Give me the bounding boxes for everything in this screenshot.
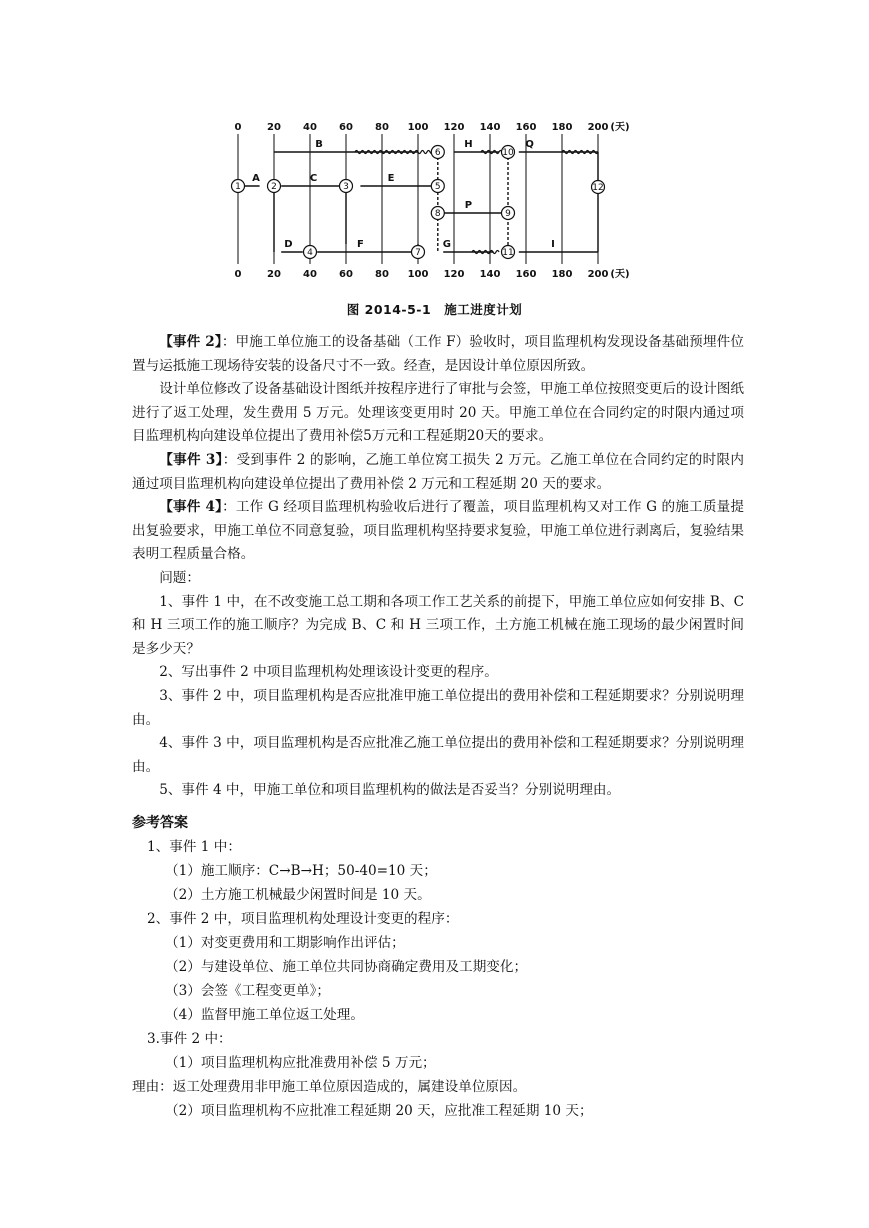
tick-label-top: 80	[375, 122, 389, 133]
node-label: 6	[434, 148, 441, 159]
answer-line: （2）与建设单位、施工单位共同协商确定费用及工期变化；	[165, 959, 528, 975]
tick-label-bottom: 100	[407, 269, 429, 280]
free-float-q	[562, 151, 598, 154]
tick-label-bottom: 20	[267, 269, 281, 280]
event-3-lead: 【事件 3】	[159, 451, 223, 468]
node-label: 7	[415, 248, 421, 259]
node-label: 12	[592, 183, 604, 194]
tick-label-bottom: 40	[303, 269, 317, 280]
tick-label-bottom: 180	[551, 269, 573, 280]
answer-line: （4）监督甲施工单位返工处理。	[165, 1007, 364, 1023]
schedule-network-figure	[222, 118, 654, 284]
question-body	[132, 331, 744, 803]
axis-unit-top: (天)	[610, 122, 630, 133]
activity-label: A	[252, 173, 260, 184]
tick-label-bottom: 200	[587, 269, 609, 280]
node-label: 3	[343, 182, 349, 193]
tick-label-bottom: 80	[375, 269, 389, 280]
node-label: 5	[434, 182, 441, 193]
answer-line: 2、事件 2 中，项目监理机构处理设计变更的程序：	[147, 911, 459, 927]
tick-label-top: 0	[234, 122, 242, 133]
answer-line: （2）土方施工机械最少闲置时间是 10 天。	[165, 887, 431, 903]
question-2: 2、写出事件 2 中项目监理机构处理该设计变更的程序。	[159, 664, 498, 681]
node-label: 1	[235, 182, 241, 193]
tick-label-top: 120	[443, 122, 465, 133]
tick-label-top: 20	[267, 122, 281, 133]
tick-label-top: 140	[479, 122, 501, 133]
tick-label-bottom: 60	[339, 269, 353, 280]
paragraph-event-3	[132, 449, 744, 496]
event-4-text: ：工作 G 经项目监理机构验收后进行了覆盖，项目监理机构又对工作 G 的施工质量提出复验要求，甲施工单位不同意复验，项目监理机构坚持要求复验，甲施工单位进行剥离后，复验结果表明工程质量合格。	[132, 499, 744, 563]
questions-heading: 问题：	[159, 569, 200, 586]
activity-label: C	[309, 173, 318, 184]
event-2-lead: 【事件 2】	[159, 334, 222, 350]
answer-line: （1）项目监理机构应批准费用补偿 5 万元；	[165, 1055, 436, 1071]
node-label: 4	[307, 248, 313, 259]
figure-caption: 图 2014-5-1 施工进度计划	[346, 302, 523, 317]
answer-line: （3）会签《工程变更单》；	[165, 983, 330, 999]
axis-unit-bottom: (天)	[610, 269, 630, 280]
event-4-lead: 【事件 4】	[159, 499, 223, 516]
answer-line: 理由：返工处理费用非甲施工单位原因造成的，属建设单位原因。	[132, 1079, 527, 1095]
paragraph-event-2	[132, 331, 744, 378]
event-2-text: ：甲施工单位施工的设备基础（工作 F）验收时，项目监理机构发现设备基础预埋件位置与运抵施工现场待安装的设备尺寸不一致。经查，是因设计单位原因所致。	[132, 334, 744, 374]
activity-label: G	[442, 239, 451, 250]
design-change-text: 设计单位修改了设备基础设计图纸并按程序进行了审批与会签，甲施工单位按照变更后的设计图纸进行了返工处理，发生费用 5 万元。处理该变更用时 20 天。甲施工单位在合同约定的时限内通过项目监理机构向建设单位提出了费用补偿5万元和工程延期20天的要求。	[132, 381, 744, 445]
tick-label-top: 160	[515, 122, 537, 133]
question-3: 3、事件 2 中，项目监理机构是否应批准甲施工单位提出的费用补偿和工程延期要求？分别说明理由。	[132, 687, 744, 728]
answer-line: 1、事件 1 中：	[147, 839, 241, 855]
tick-label-bottom: 140	[479, 269, 501, 280]
answer-line: 3.事件 2 中：	[147, 1031, 232, 1047]
event-3-text: ：受到事件 2 的影响，乙施工单位窝工损失 2 万元。乙施工单位在合同约定的时限内通过项目监理机构向建设单位提出了费用补偿 2 万元和工程延期 20 天的要求。	[132, 451, 744, 492]
node-label: 9	[505, 209, 511, 220]
reference-answers	[132, 811, 744, 1123]
question-4: 4、事件 3 中，项目监理机构是否应批准乙施工单位提出的费用补偿和工程延期要求？分别说明理由。	[132, 735, 744, 775]
free-float-b	[355, 151, 433, 154]
question-1: 1、事件 1 中，在不改变施工总工期和各项工作工艺关系的前提下，甲施工单位应如何安排 B、C 和 H 三项工作的施工顺序？为完成 B、C 和 H 三项工作，土方施工机械在施工现场的最少闲置时间是多少天？	[132, 593, 744, 657]
node-label: 11	[502, 248, 514, 259]
tick-label-top: 60	[339, 122, 353, 133]
tick-label-top: 40	[303, 122, 317, 133]
tick-label-top: 100	[407, 122, 429, 133]
answers-title: 参考答案	[132, 815, 188, 831]
tick-label-bottom: 160	[515, 269, 537, 280]
answer-line: （2）项目监理机构不应批准工程延期 20 天，应批准工程延期 10 天；	[165, 1103, 593, 1119]
tick-label-bottom: 120	[443, 269, 465, 280]
node-label: 2	[271, 182, 277, 193]
paragraph-design-change	[132, 378, 744, 449]
paragraph-event-4	[132, 496, 744, 567]
activity-label: I	[551, 239, 555, 250]
activity-label: Q	[525, 139, 534, 150]
tick-label-top: 180	[551, 122, 573, 133]
activity-label: B	[315, 139, 323, 150]
activity-label: D	[284, 239, 293, 250]
node-label: 8	[434, 209, 441, 220]
activity-label: E	[387, 173, 395, 184]
activity-label: H	[464, 139, 473, 150]
activity-label: F	[356, 239, 364, 250]
question-5: 5、事件 4 中，甲施工单位和项目监理机构的做法是否妥当？分别说明理由。	[159, 782, 621, 799]
tick-label-top: 200	[587, 122, 609, 133]
activity-label: P	[464, 200, 473, 211]
node-label: 10	[502, 148, 514, 159]
answer-line: （1）对变更费用和工期影响作出评估；	[165, 935, 405, 951]
answer-line: （1）施工顺序：C→B→H；50-40=10 天；	[165, 863, 437, 879]
tick-label-bottom: 0	[234, 269, 242, 280]
